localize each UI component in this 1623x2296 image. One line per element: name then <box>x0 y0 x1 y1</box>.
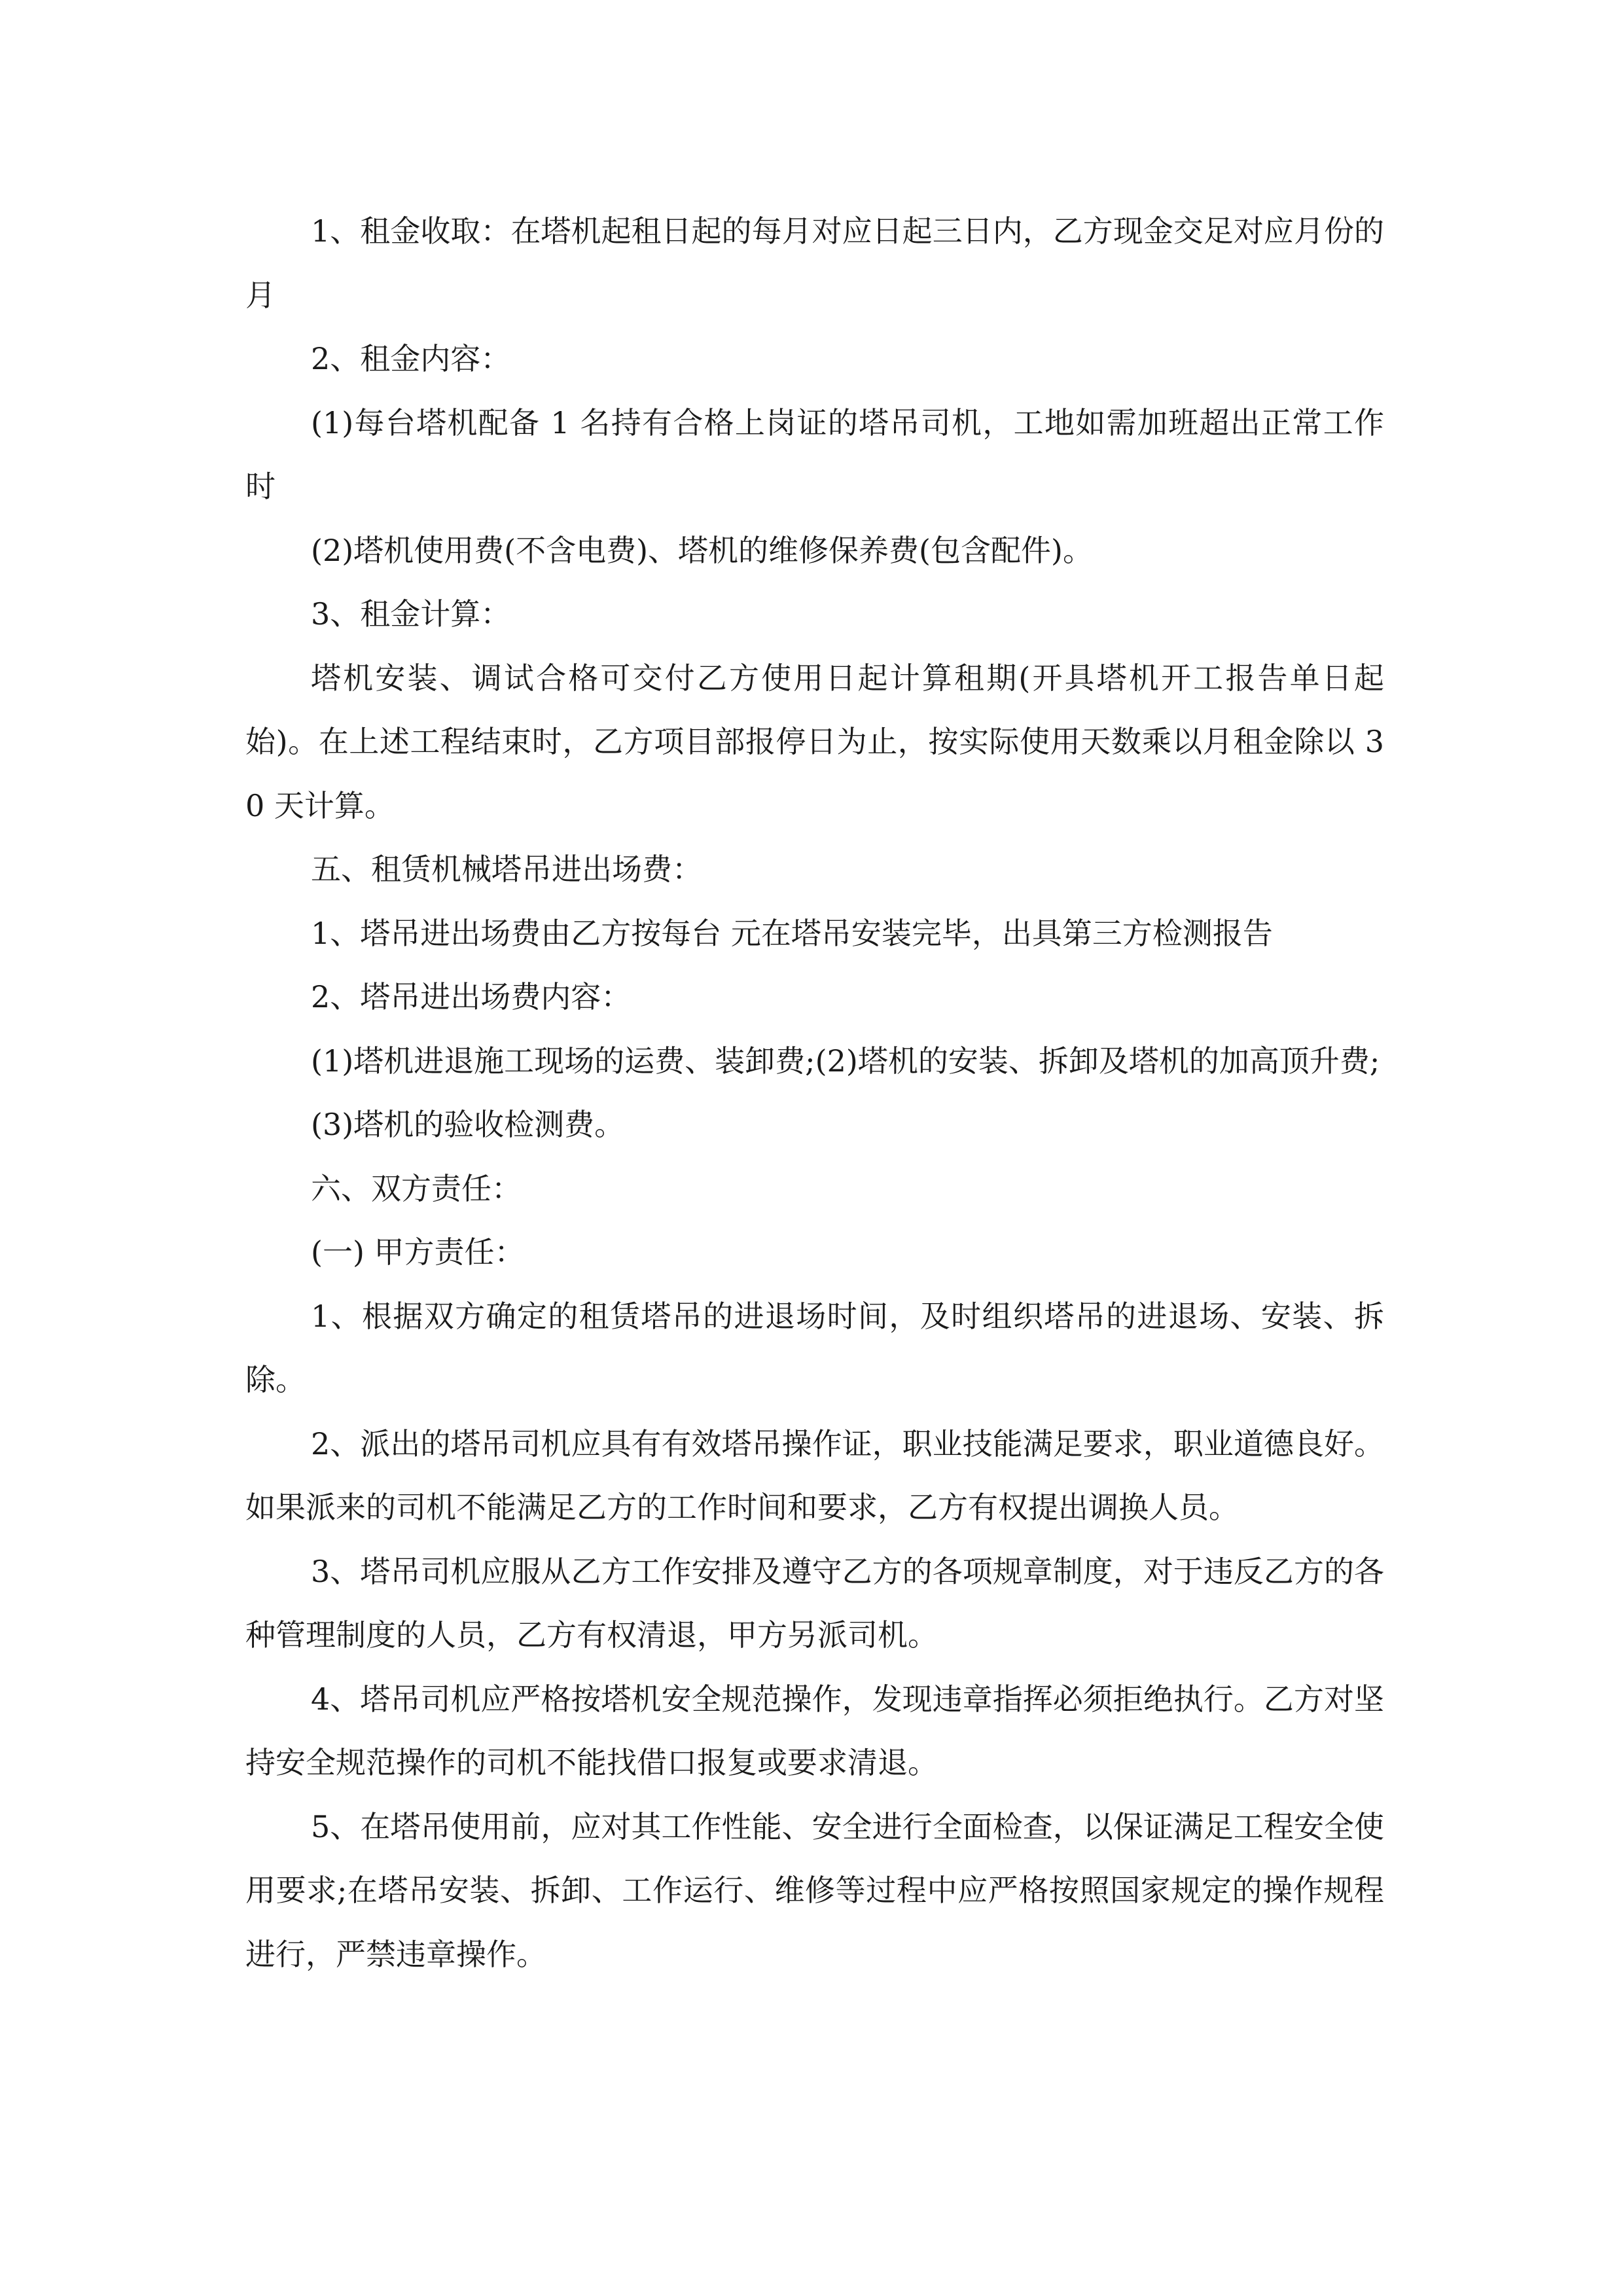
paragraph-rent-content-item-1: (1)每台塔机配备 1 名持有合格上岗证的塔吊司机，工地如需加班超出正常工作时 <box>245 404 1384 504</box>
subsection-heading-party-a: (一) 甲方责任： <box>311 1234 525 1270</box>
paragraph-party-a-duty-1: 1、根据双方确定的租赁塔吊的进退场时间，及时组织塔吊的进退场、安装、拆除。 <box>245 1298 1384 1397</box>
paragraph-party-a-duty-5: 5、在塔吊使用前，应对其工作性能、安全进行全面检查，以保证满足工程安全使用要求;在塔吊安装、拆卸、工作运行、维修等过程中应严格按照国家规定的操作规程进行，严禁违章操作。 <box>245 1808 1384 1972</box>
paragraph-party-a-duty-2: 2、派出的塔吊司机应具有有效塔吊操作证，职业技能满足要求，职业道德良好。如果派来的司机不能满足乙方的工作时间和要求，乙方有权提出调换人员。 <box>245 1426 1384 1525</box>
section-heading-entry-exit-fee: 五、租赁机械塔吊进出场费： <box>311 852 702 887</box>
paragraph-party-a-duty-3: 3、塔吊司机应服从乙方工作安排及遵守乙方的各项规章制度，对于违反乙方的各种管理制度的人员，乙方有权清退，甲方另派司机。 <box>245 1553 1384 1653</box>
paragraph-rent-content-item-2: (2)塔机使用费(不含电费)、塔机的维修保养费(包含配件)。 <box>311 532 1093 568</box>
paragraph-entry-exit-fee: 1、塔吊进出场费由乙方按每台 元在塔吊安装完毕，出具第三方检测报告 <box>311 915 1273 951</box>
paragraph-entry-exit-fee-content-heading: 2、塔吊进出场费内容： <box>311 979 632 1014</box>
section-heading-responsibilities: 六、双方责任： <box>311 1170 522 1206</box>
paragraph-rent-collection: 1、租金收取：在塔机起租日起的每月对应日起三日内，乙方现金交足对应月份的月 <box>245 213 1384 313</box>
paragraph-entry-exit-fee-items: (1)塔机进退施工现场的运费、装卸费;(2)塔机的安装、拆卸及塔机的加高顶升费; <box>311 1043 1380 1079</box>
paragraph-party-a-duty-4: 4、塔吊司机应严格按塔机安全规范操作，发现违章指挥必须拒绝执行。乙方对坚持安全规范操作的司机不能找借口报复或要求清退。 <box>245 1681 1384 1780</box>
paragraph-inspection-fee: (3)塔机的验收检测费。 <box>311 1107 625 1142</box>
paragraph-rent-calculation-heading: 3、租金计算： <box>311 596 511 632</box>
paragraph-rent-content-heading: 2、租金内容： <box>311 341 511 376</box>
paragraph-rent-calculation: 塔机安装、调试合格可交付乙方使用日起计算租期(开具塔机开工报告单日起始)。在上述工程结束时，乙方项目部报停日为止，按实际使用天数乘以月租金除以 30 天计算。 <box>245 660 1384 823</box>
document-body <box>245 200 1384 1986</box>
